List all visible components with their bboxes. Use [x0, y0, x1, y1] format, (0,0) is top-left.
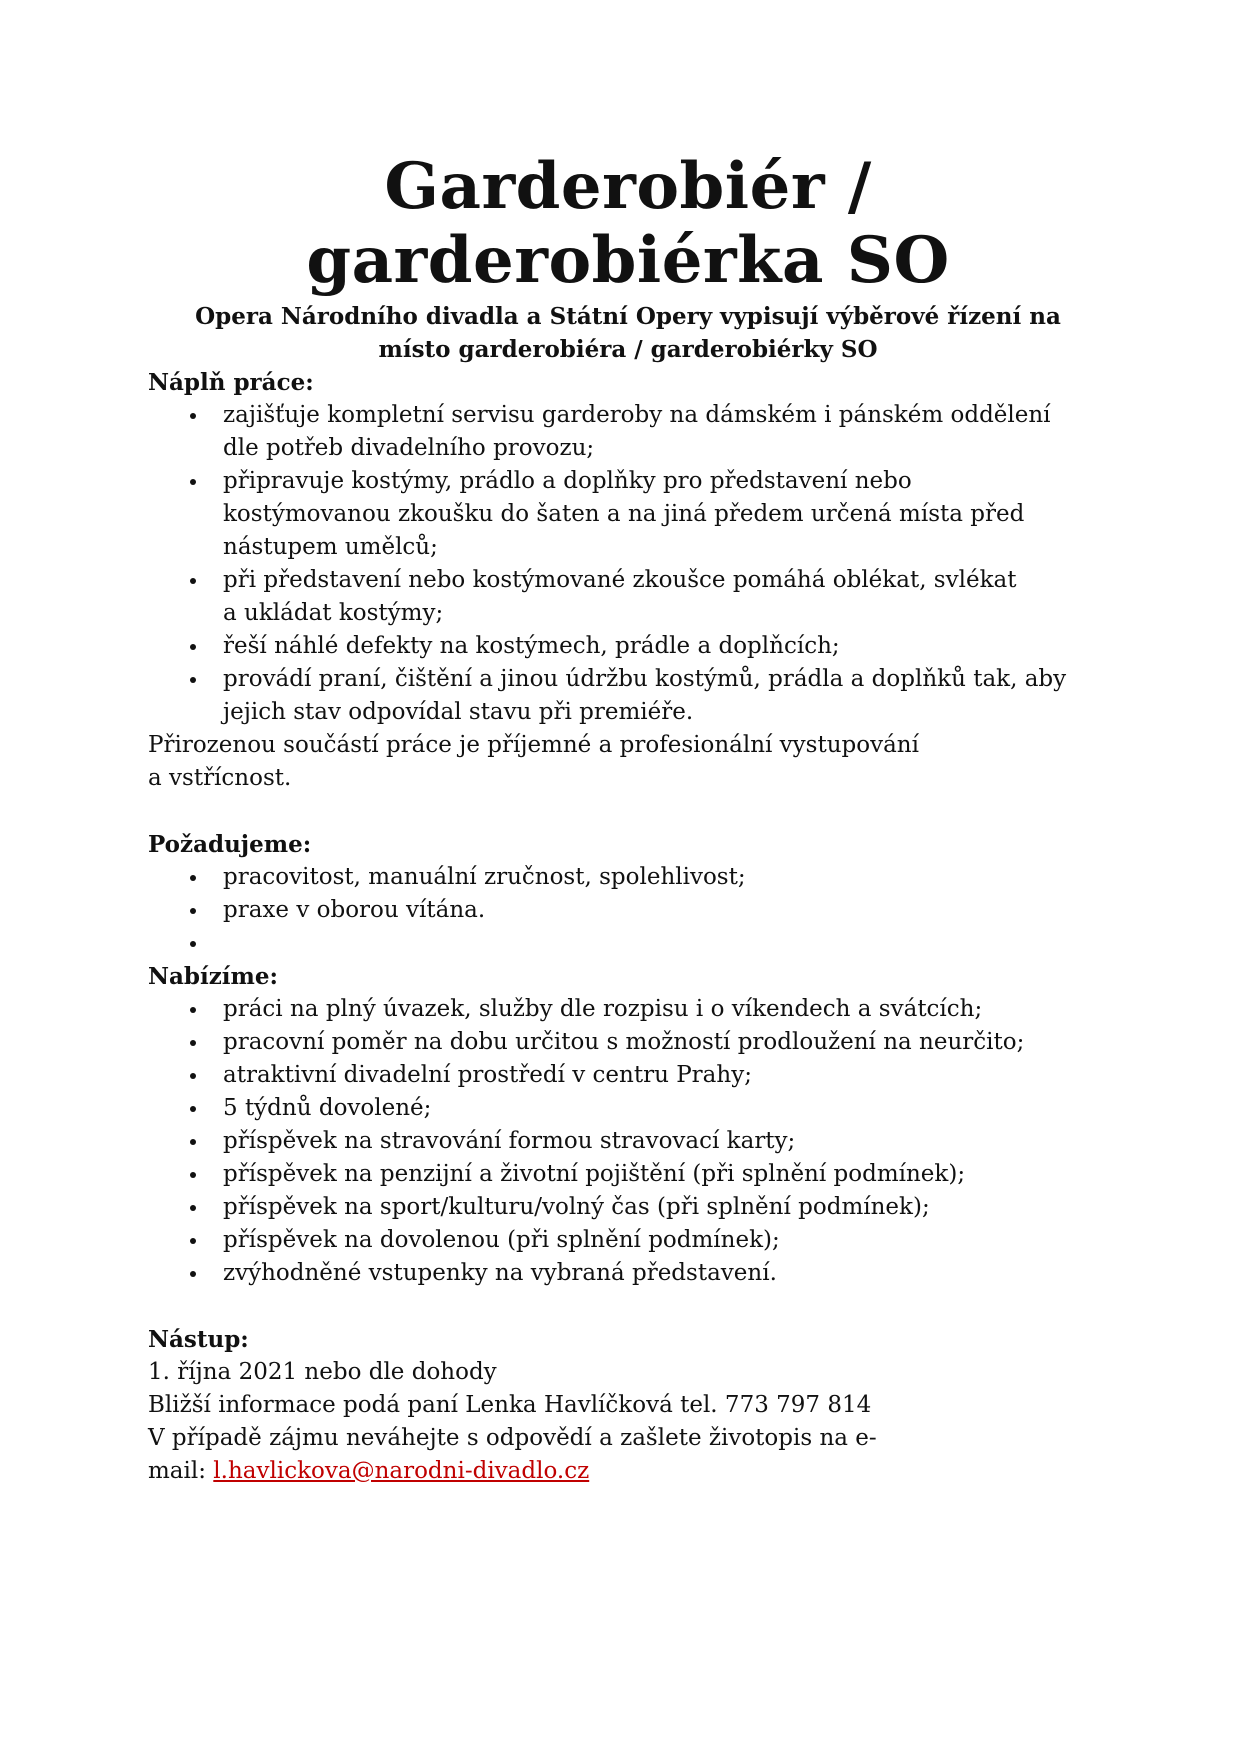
title-line-2: garderobiérka SO	[306, 223, 950, 298]
spacer	[148, 795, 1108, 828]
list-item-text: provádí praní, čištění a jinou údržbu kostýmů, prádla a doplňků tak, aby	[223, 666, 1067, 692]
list-item: praxe v oborou vítána.	[148, 894, 1108, 927]
title-line-1: Garderobiér /	[384, 149, 872, 224]
list-item-text: zajišťuje kompletní servisu garderoby na dámském i pánském oddělení	[223, 402, 1051, 428]
section-heading-nabizime: Nabízíme:	[148, 963, 279, 990]
list-item: příspěvek na stravování formou stravovací karty;	[148, 1125, 1108, 1158]
list-item-text: dle potřeb divadelního provozu;	[223, 435, 595, 461]
apply-line: V případě zájmu neváhejte s odpovědí a zašlete životopis na e-	[148, 1425, 877, 1451]
subtitle	[148, 300, 1108, 366]
document-page	[148, 150, 1108, 1488]
email-prefix: mail:	[148, 1458, 214, 1484]
start-date: 1. října 2021 nebo dle dohody	[148, 1359, 497, 1385]
list-item: atraktivní divadelní prostředí v centru Prahy;	[148, 1059, 1108, 1092]
email-link[interactable]: l.havlickova@narodni-divadlo.cz	[213, 1458, 590, 1484]
email-line	[148, 1455, 1108, 1488]
page-title	[108, 150, 1148, 298]
napln-note-line-2: a vstřícnost.	[148, 765, 292, 791]
list-item	[148, 630, 1108, 663]
pozadujeme-list	[148, 861, 1108, 960]
contact-info: Bližší informace podá paní Lenka Havlíčková tel. 773 797 814	[148, 1392, 872, 1418]
list-item	[148, 465, 1108, 564]
list-item: příspěvek na penzijní a životní pojištění (při splnění podmínek);	[148, 1158, 1108, 1191]
section-heading-nastup: Nástup:	[148, 1326, 249, 1353]
list-item-text: a ukládat kostýmy;	[223, 600, 444, 626]
subtitle-line-1: Opera Národního divadla a Státní Opery vypisují výběrové řízení na	[195, 303, 1061, 330]
napln-note	[148, 729, 1108, 795]
list-item-text: připravuje kostýmy, prádlo a doplňky pro představení nebo	[223, 468, 912, 494]
section-heading-napln: Náplň práce:	[148, 369, 314, 396]
list-item	[148, 564, 1108, 630]
list-item: pracovní poměr na dobu určitou s možností prodloužení na neurčito;	[148, 1026, 1108, 1059]
list-item-text: při představení nebo kostýmované zkoušce pomáhá oblékat, svlékat	[223, 567, 1017, 593]
list-item-text: kostýmovanou zkoušku do šaten a na jiná předem určená místa před	[223, 501, 1025, 527]
list-item: pracovitost, manuální zručnost, spolehlivost;	[148, 861, 1108, 894]
list-item-empty	[148, 927, 1108, 960]
list-item: příspěvek na sport/kulturu/volný čas (při splnění podmínek);	[148, 1191, 1108, 1224]
list-item-text: jejich stav odpovídal stavu při premiéře.	[223, 699, 694, 725]
napln-note-line-1: Přirozenou součástí práce je příjemné a profesionální vystupování	[148, 732, 919, 758]
list-item: příspěvek na dovolenou (při splnění podmínek);	[148, 1224, 1108, 1257]
napln-list	[148, 399, 1108, 729]
list-item	[148, 399, 1108, 465]
section-heading-pozadujeme: Požadujeme:	[148, 831, 312, 858]
list-item-text: řeší náhlé defekty na kostýmech, prádle a doplňcích;	[223, 633, 840, 659]
spacer	[148, 1290, 1108, 1323]
list-item: zvýhodněné vstupenky na vybraná představení.	[148, 1257, 1108, 1290]
list-item-text: nástupem umělců;	[223, 534, 438, 560]
list-item: práci na plný úvazek, služby dle rozpisu i o víkendech a svátcích;	[148, 993, 1108, 1026]
list-item	[148, 663, 1108, 729]
nabizime-list	[148, 993, 1108, 1290]
subtitle-line-2: místo garderobiéra / garderobiérky SO	[378, 336, 878, 363]
list-item: 5 týdnů dovolené;	[148, 1092, 1108, 1125]
